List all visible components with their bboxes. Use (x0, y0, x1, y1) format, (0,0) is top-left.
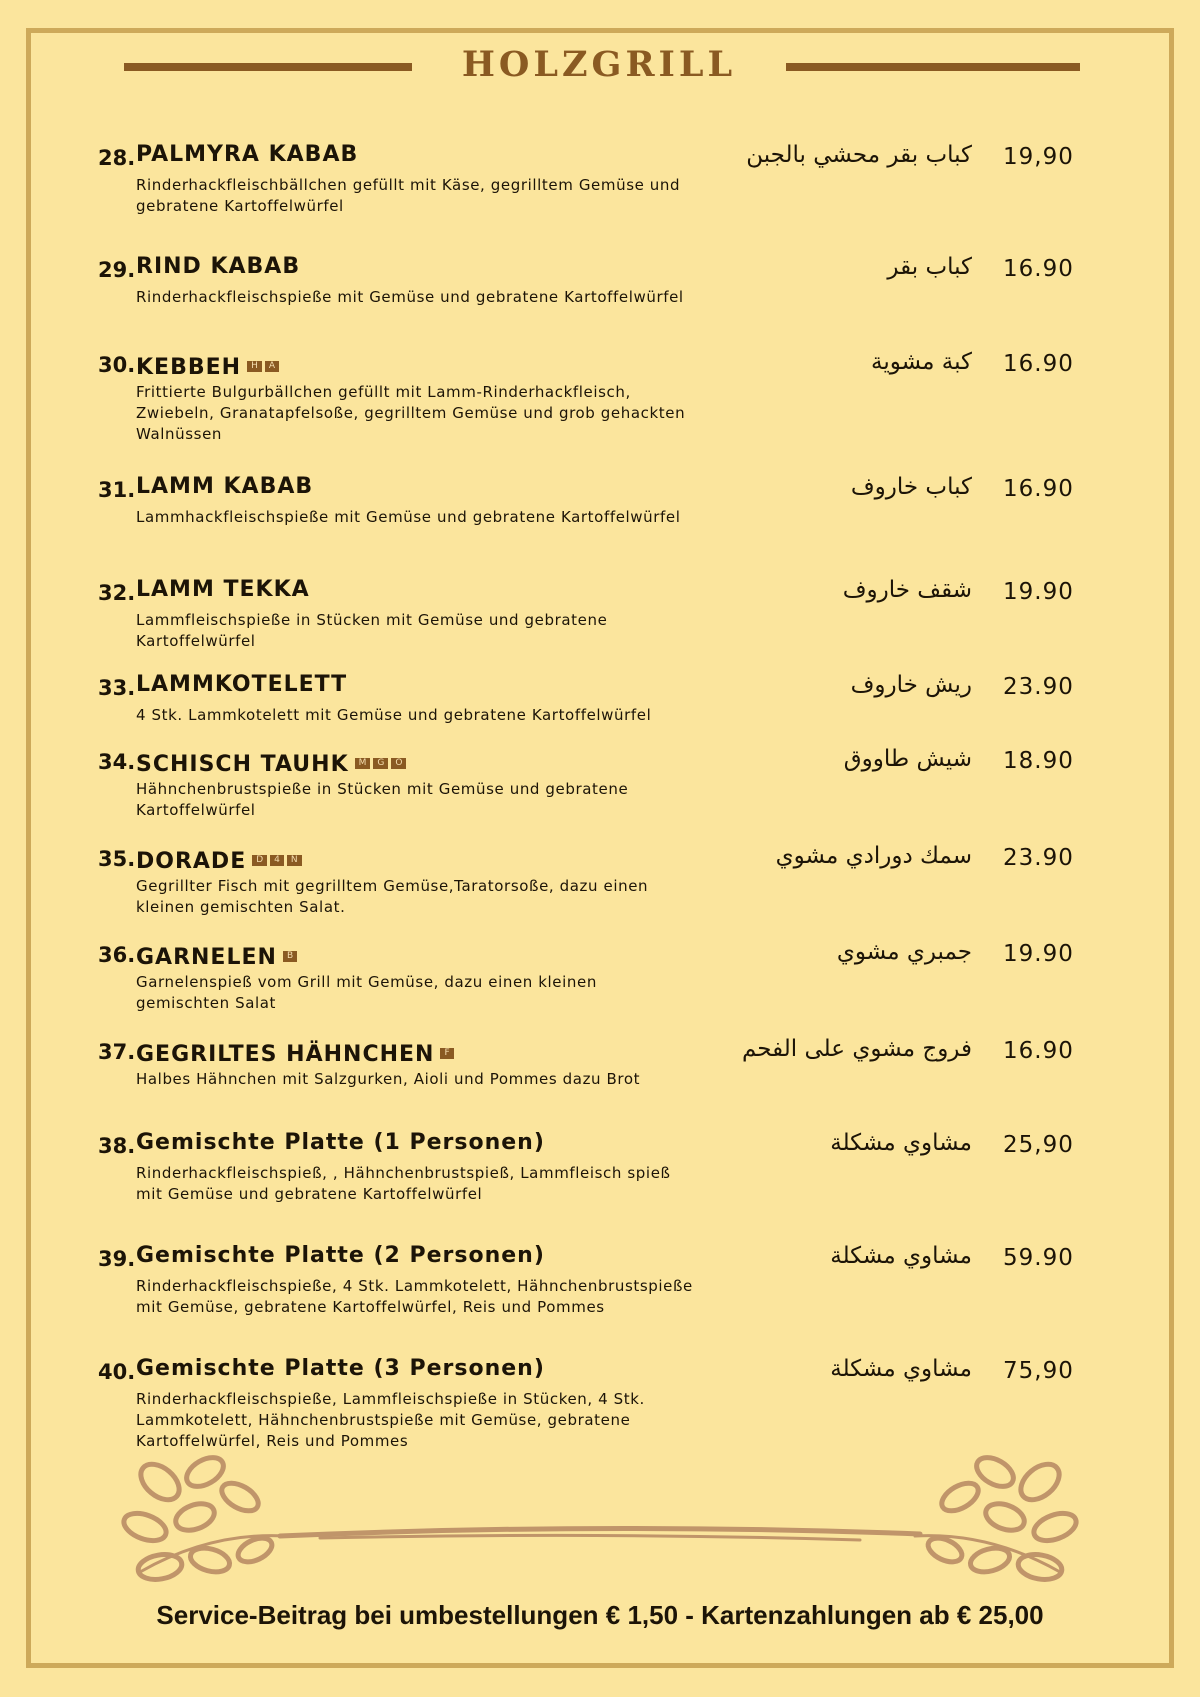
page-title: HOLZGRILL (461, 44, 737, 85)
item-name-text: Gemischte Platte (3 Personen) (136, 1356, 545, 1381)
item-description: Frittierte Bulgurbällchen gefüllt mit Lamm-Rinderhackfleisch, Zwiebeln, Granatapfelsoße, gegrilltem Gemüse und grob gehackten Walnüssen (136, 383, 686, 443)
item-price: 16.90 (1003, 1038, 1074, 1064)
item-number: 31. (98, 478, 136, 502)
item-arabic-name: مشاوي مشكلة (830, 1356, 972, 1382)
allergen-badge: O (391, 758, 406, 769)
item-price: 18.90 (1003, 748, 1074, 774)
item-number: 28. (98, 146, 136, 170)
item-description: Garnelenspieß vom Grill mit Gemüse, dazu einen kleinen gemischten Salat (136, 973, 597, 1012)
item-name-text: LAMM KABAB (136, 474, 314, 499)
header-rule-left (124, 63, 412, 71)
item-description: Rinderhackfleischbällchen gefüllt mit Käse, gegrilltem Gemüse und gebratene Kartoffelwürfel (136, 176, 681, 215)
allergen-badge: D (252, 855, 267, 866)
item-price: 23.90 (1003, 845, 1074, 871)
item-arabic-name: سمك دورادي مشوي (775, 843, 972, 869)
item-name (136, 672, 347, 697)
item-arabic-name: كباب خاروف (850, 474, 972, 500)
item-name (136, 746, 409, 777)
item-arabic-name: كباب بقر محشي بالجبن (746, 142, 972, 168)
item-description: Hähnchenbrustspieße in Stücken mit Gemüse und gebratene Kartoffelwürfel (136, 780, 629, 819)
item-name (136, 349, 282, 380)
item-price: 75,90 (1003, 1358, 1074, 1384)
item-price: 19.90 (1003, 579, 1074, 605)
item-name (136, 843, 305, 874)
item-description: Halbes Hähnchen mit Salzgurken, Aioli und Pommes dazu Brot (136, 1070, 641, 1088)
allergen-badges (283, 939, 300, 964)
allergen-badge: A (265, 361, 279, 372)
allergen-badges (252, 843, 304, 868)
item-name (136, 939, 300, 970)
item-arabic-name: شقف خاروف (842, 577, 972, 603)
item-number: 33. (98, 676, 136, 700)
allergen-badge: M (355, 758, 371, 769)
item-price: 16.90 (1003, 256, 1074, 282)
footer-note: Service-Beitrag bei umbestellungen € 1,50 - Kartenzahlungen ab € 25,00 (156, 1600, 1044, 1630)
item-name (136, 1243, 545, 1268)
item-description: 4 Stk. Lammkotelett mit Gemüse und gebratene Kartoffelwürfel (136, 706, 652, 724)
item-number: 32. (98, 581, 136, 605)
header-rule-right (786, 63, 1080, 71)
item-name-text: RIND KABAB (136, 254, 301, 279)
item-name-text: Gemischte Platte (1 Personen) (136, 1130, 545, 1155)
item-number: 37. (98, 1040, 136, 1064)
item-name (136, 1130, 545, 1155)
item-name (136, 577, 310, 602)
item-price: 23.90 (1003, 674, 1074, 700)
item-number: 34. (98, 750, 136, 774)
item-name-text: GARNELEN (136, 945, 277, 970)
allergen-badges (440, 1036, 456, 1061)
item-name-text: KEBBEH (136, 355, 242, 380)
item-description: Gegrillter Fisch mit gegrilltem Gemüse,Taratorsoße, dazu einen kleinen gemischten Salat. (136, 877, 649, 916)
item-name-text: SCHISCH TAUHK (136, 752, 349, 777)
item-description: Lammfleischspieße in Stücken mit Gemüse und gebratene Kartoffelwürfel (136, 611, 608, 650)
item-name-text: LAMMKOTELETT (136, 672, 348, 697)
allergen-badge: H (247, 361, 262, 372)
item-number: 36. (98, 943, 136, 967)
item-number: 30. (98, 353, 136, 377)
item-name-text: GEGRILTES HÄHNCHEN (136, 1042, 435, 1067)
item-name-text: PALMYRA KABAB (136, 142, 359, 167)
allergen-badge: N (287, 855, 302, 866)
item-arabic-name: كباب بقر (887, 254, 972, 280)
item-arabic-name: كبة مشوية (871, 349, 972, 375)
item-name-text: DORADE (136, 849, 247, 874)
item-number: 38. (98, 1134, 136, 1158)
item-name (136, 1036, 457, 1067)
item-arabic-name: فروج مشوي على الفحم (742, 1036, 972, 1062)
item-number: 35. (98, 847, 136, 871)
allergen-badge: G (373, 758, 388, 769)
item-price: 25,90 (1003, 1132, 1074, 1158)
item-arabic-name: جمبري مشوي (836, 939, 972, 965)
item-price: 16.90 (1003, 351, 1074, 377)
item-description: Lammhackfleischspieße mit Gemüse und gebratene Kartoffelwürfel (136, 508, 681, 526)
olive-branch-decoration-icon (120, 1452, 1080, 1592)
item-price: 19.90 (1003, 941, 1074, 967)
item-price: 19,90 (1003, 144, 1074, 170)
item-number: 39. (98, 1247, 136, 1271)
item-name (136, 142, 358, 167)
allergen-badge: F (440, 1048, 453, 1059)
item-arabic-name: شيش طاووق (843, 746, 972, 772)
item-arabic-name: مشاوي مشكلة (830, 1130, 972, 1156)
allergen-badges (247, 349, 282, 374)
item-name-text: LAMM TEKKA (136, 577, 310, 602)
item-description: Rinderhackfleischspieße mit Gemüse und gebratene Kartoffelwürfel (136, 288, 684, 306)
item-description: Rinderhackfleischspieße, Lammfleischspieße in Stücken, 4 Stk. Lammkotelett, Hähnchenbrustspieße mit Gemüse, gebratene Kartoffelwürfel, Reis und Pommes (136, 1390, 645, 1450)
item-name-text: Gemischte Platte (2 Personen) (136, 1243, 545, 1268)
item-number: 40. (98, 1360, 136, 1384)
item-arabic-name: ريش خاروف (850, 672, 972, 698)
item-description: Rinderhackfleischspieße, 4 Stk. Lammkotelett, Hähnchenbrustspieße mit Gemüse, gebratene Kartoffelwürfel, Reis und Pommes (136, 1277, 693, 1316)
allergen-badges (355, 746, 410, 771)
item-name (136, 474, 313, 499)
item-price: 59.90 (1003, 1245, 1074, 1271)
item-name (136, 1356, 545, 1381)
allergen-badge: B (283, 951, 297, 962)
item-number: 29. (98, 258, 136, 282)
item-price: 16.90 (1003, 476, 1074, 502)
item-arabic-name: مشاوي مشكلة (830, 1243, 972, 1269)
item-description: Rinderhackfleischspieß, , Hähnchenbrustspieß, Lammfleisch spieß mit Gemüse und gebratene Kartoffelwürfel (136, 1164, 671, 1203)
allergen-badge: 4 (270, 855, 284, 866)
item-name (136, 254, 300, 279)
